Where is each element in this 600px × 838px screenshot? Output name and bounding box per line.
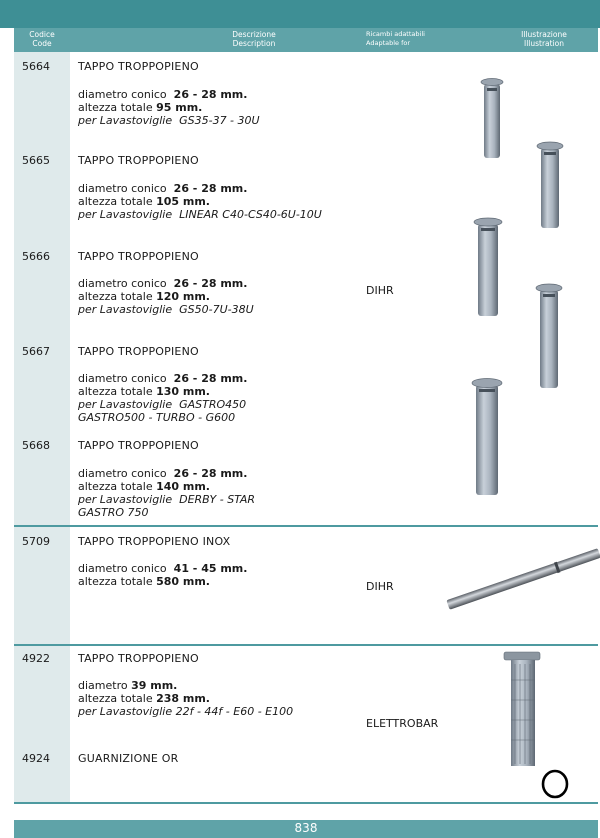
diameter-label: diametro conico [78,467,167,480]
height-label: altezza totale [78,195,153,208]
diameter-label: diametro conico [78,372,167,385]
compat-models: DERBY - STAR [179,493,256,506]
diameter-value: 26 - 28 mm. [173,467,248,480]
height-label: altezza totale [78,575,153,588]
compat-prefix: per Lavastoviglie [78,303,173,316]
product-title: TAPPO TROPPOPIENO INOX [78,535,231,548]
compat-models: GS35-37 - 30U [179,114,260,127]
header-ill-en: Illustration [523,39,565,48]
height-label: altezza totale [78,290,153,303]
product-title: TAPPO TROPPOPIENO [78,345,199,358]
height-label: altezza totale [78,101,153,114]
stainless-overflow-rod-image [446,548,600,610]
product-code: 5709 [22,535,50,548]
compat-models: 22f - 44f - E60 - E100 [175,705,294,718]
product-title: TAPPO TROPPOPIENO [78,439,199,452]
header-desc-en: Description [232,39,276,48]
product-code: 5668 [22,439,50,452]
overflow-plug-5668-image [472,379,502,496]
compat-prefix: per Lavastoviglie [78,493,173,506]
adaptable-brand: DIHR [366,284,394,297]
product-code: 4922 [22,652,50,665]
diameter-label: diametro conico [78,562,167,575]
height-label: altezza totale [78,480,153,493]
header-code-it: Codice [29,30,55,39]
diameter-value: 26 - 28 mm. [173,182,248,195]
diameter-label: diametro [78,679,128,692]
compat-prefix: per Lavastoviglie [78,208,173,221]
diameter-value: 41 - 45 mm. [173,562,248,575]
height-value: 580 mm. [156,575,210,588]
product-title: TAPPO TROPPOPIENO [78,652,199,665]
compat-prefix: per Lavastoviglie [78,705,173,718]
footer-bar [14,820,598,838]
compat-models: GS50-7U-38U [179,303,254,316]
adaptable-brand: DIHR [366,580,394,593]
o-ring-image [543,771,567,797]
height-value: 105 mm. [156,195,210,208]
height-value: 140 mm. [156,480,210,493]
product-title: TAPPO TROPPOPIENO [78,154,199,167]
product-title: TAPPO TROPPOPIENO [78,60,199,73]
overflow-plug-4922-image [504,652,540,766]
compat-prefix: per Lavastoviglie [78,398,173,411]
compat-models: LINEAR C40-CS40-6U-10U [179,208,322,221]
diameter-value: 39 mm. [131,679,178,692]
height-label: altezza totale [78,692,153,705]
overflow-plug-5664-image [481,79,503,159]
product-code: 5664 [22,60,50,73]
height-value: 95 mm. [156,101,203,114]
product-code: 5665 [22,154,50,167]
product-title: GUARNIZIONE OR [78,752,179,765]
overflow-plug-5667-image [536,284,562,388]
compat-models: GASTRO450 [179,398,247,411]
compat-line: GASTRO 750 [78,506,149,519]
height-value: 120 mm. [156,290,210,303]
diameter-label: diametro conico [78,182,167,195]
product-code: 5667 [22,345,50,358]
product-title: TAPPO TROPPOPIENO [78,250,199,263]
compat-line: GASTRO500 - TURBO - G600 [78,411,236,424]
overflow-plug-5666-image [474,218,502,316]
height-label: altezza totale [78,385,153,398]
header-ric-it: Ricambi adattabili [366,30,425,38]
header-desc-it: Descrizione [232,30,276,39]
page-number: 838 [294,821,318,835]
diameter-label: diametro conico [78,277,167,290]
diameter-label: diametro conico [78,88,167,101]
overflow-plug-5665-image [537,142,563,228]
diameter-value: 26 - 28 mm. [173,88,248,101]
header-code-en: Code [32,39,52,48]
product-code: 5666 [22,250,50,263]
header-ill-it: Illustrazione [521,30,567,39]
compat-prefix: per Lavastoviglie [78,114,173,127]
header-ric-en: Adaptable for [366,39,411,47]
height-value: 130 mm. [156,385,210,398]
diameter-value: 26 - 28 mm. [173,372,248,385]
height-value: 238 mm. [156,692,210,705]
product-code: 4924 [22,752,50,765]
adaptable-brand: ELETTROBAR [366,717,439,730]
diameter-value: 26 - 28 mm. [173,277,248,290]
